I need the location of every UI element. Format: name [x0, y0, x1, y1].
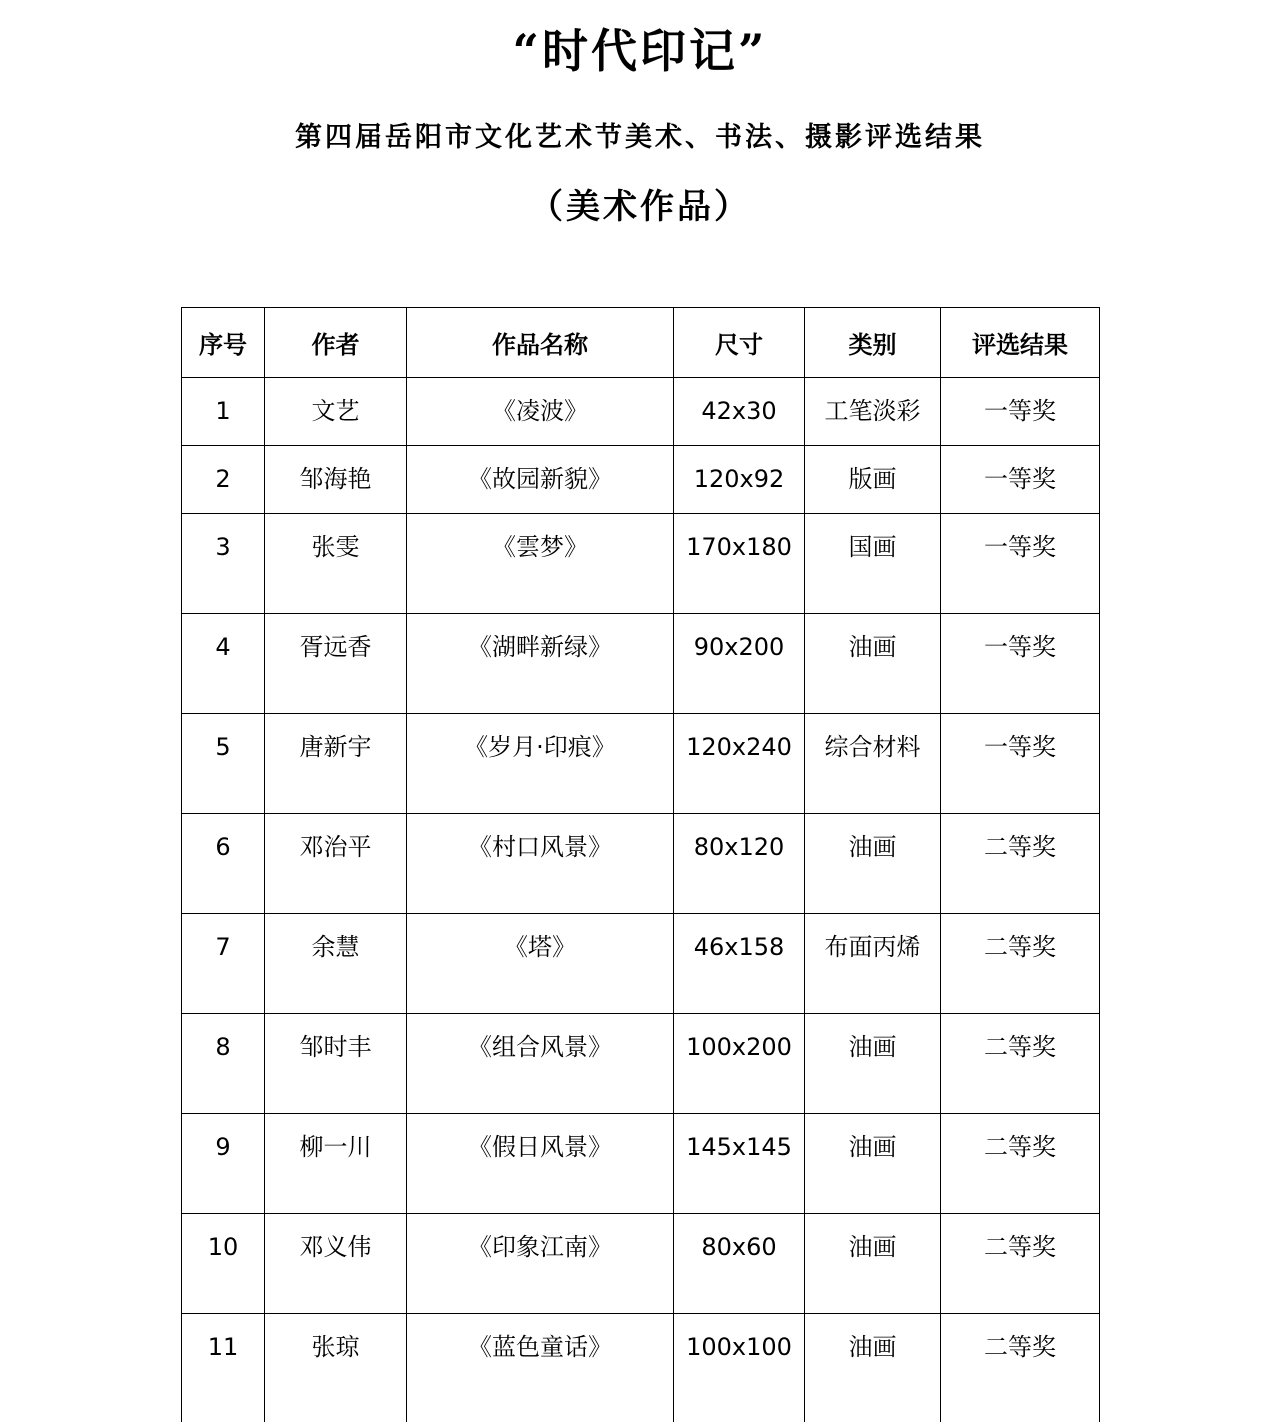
- header-index: 序号: [182, 308, 265, 378]
- cell-size: 170x180: [674, 514, 805, 614]
- cell-index: 2: [182, 446, 265, 514]
- cell-category: 油画: [805, 814, 941, 914]
- cell-index: 3: [182, 514, 265, 614]
- table-row: [182, 1214, 1100, 1314]
- cell-work: 《印象江南》: [407, 1214, 674, 1314]
- cell-work: 《岁月·印痕》: [407, 714, 674, 814]
- cell-category: 油画: [805, 614, 941, 714]
- cell-work: 《组合风景》: [407, 1014, 674, 1114]
- cell-result: 一等奖: [941, 378, 1100, 446]
- cell-work: 《假日风景》: [407, 1114, 674, 1214]
- cell-work: 《蓝色童话》: [407, 1314, 674, 1422]
- cell-size: 42x30: [674, 378, 805, 446]
- cell-result: 二等奖: [941, 1214, 1100, 1314]
- cell-work: 《村口风景》: [407, 814, 674, 914]
- cell-category: 布面丙烯: [805, 914, 941, 1014]
- cell-size: 100x100: [674, 1314, 805, 1422]
- cell-category: 国画: [805, 514, 941, 614]
- cell-index: 4: [182, 614, 265, 714]
- cell-author: 余慧: [265, 914, 407, 1014]
- table-header: [182, 308, 1100, 378]
- table-row: [182, 1314, 1100, 1422]
- header-author: 作者: [265, 308, 407, 378]
- header-row: [182, 308, 1100, 378]
- cell-result: 二等奖: [941, 1014, 1100, 1114]
- cell-work: 《湖畔新绿》: [407, 614, 674, 714]
- cell-index: 7: [182, 914, 265, 1014]
- cell-author: 邓治平: [265, 814, 407, 914]
- cell-result: 二等奖: [941, 914, 1100, 1014]
- document-title: “时代印记”: [0, 18, 1280, 84]
- cell-size: 80x60: [674, 1214, 805, 1314]
- cell-result: 一等奖: [941, 614, 1100, 714]
- table-body: [182, 378, 1100, 1422]
- cell-category: 版画: [805, 446, 941, 514]
- cell-index: 8: [182, 1014, 265, 1114]
- table-row: [182, 446, 1100, 514]
- cell-category: 工笔淡彩: [805, 378, 941, 446]
- cell-author: 柳一川: [265, 1114, 407, 1214]
- section-heading: （美术作品）: [0, 182, 1280, 232]
- cell-category: 油画: [805, 1214, 941, 1314]
- cell-index: 5: [182, 714, 265, 814]
- table-row: [182, 814, 1100, 914]
- cell-work: 《塔》: [407, 914, 674, 1014]
- cell-author: 文艺: [265, 378, 407, 446]
- cell-result: 一等奖: [941, 714, 1100, 814]
- cell-size: 90x200: [674, 614, 805, 714]
- cell-size: 120x240: [674, 714, 805, 814]
- cell-category: 油画: [805, 1014, 941, 1114]
- cell-size: 100x200: [674, 1014, 805, 1114]
- cell-result: 二等奖: [941, 1114, 1100, 1214]
- table-row: [182, 514, 1100, 614]
- document-subtitle: 第四届岳阳市文化艺术节美术、书法、摄影评选结果: [0, 116, 1280, 160]
- table-row: [182, 1014, 1100, 1114]
- cell-size: 80x120: [674, 814, 805, 914]
- cell-index: 10: [182, 1214, 265, 1314]
- cell-index: 9: [182, 1114, 265, 1214]
- cell-index: 11: [182, 1314, 265, 1422]
- cell-author: 邹时丰: [265, 1014, 407, 1114]
- cell-index: 6: [182, 814, 265, 914]
- cell-result: 二等奖: [941, 1314, 1100, 1422]
- cell-category: 油画: [805, 1114, 941, 1214]
- header-size: 尺寸: [674, 308, 805, 378]
- cell-size: 145x145: [674, 1114, 805, 1214]
- cell-result: 一等奖: [941, 446, 1100, 514]
- cell-result: 一等奖: [941, 514, 1100, 614]
- cell-author: 邹海艳: [265, 446, 407, 514]
- cell-size: 46x158: [674, 914, 805, 1014]
- table-row: [182, 1114, 1100, 1214]
- cell-author: 唐新宇: [265, 714, 407, 814]
- cell-author: 张雯: [265, 514, 407, 614]
- cell-work: 《故园新貌》: [407, 446, 674, 514]
- cell-work: 《凌波》: [407, 378, 674, 446]
- cell-work: 《雲梦》: [407, 514, 674, 614]
- results-table: [181, 307, 1100, 1422]
- cell-size: 120x92: [674, 446, 805, 514]
- cell-author: 邓义伟: [265, 1214, 407, 1314]
- cell-author: 胥远香: [265, 614, 407, 714]
- header-category: 类别: [805, 308, 941, 378]
- header-work: 作品名称: [407, 308, 674, 378]
- table-row: [182, 714, 1100, 814]
- cell-index: 1: [182, 378, 265, 446]
- cell-category: 油画: [805, 1314, 941, 1422]
- cell-result: 二等奖: [941, 814, 1100, 914]
- cell-author: 张琼: [265, 1314, 407, 1422]
- table-row: [182, 378, 1100, 446]
- table-row: [182, 914, 1100, 1014]
- cell-category: 综合材料: [805, 714, 941, 814]
- header-result: 评选结果: [941, 308, 1100, 378]
- table-row: [182, 614, 1100, 714]
